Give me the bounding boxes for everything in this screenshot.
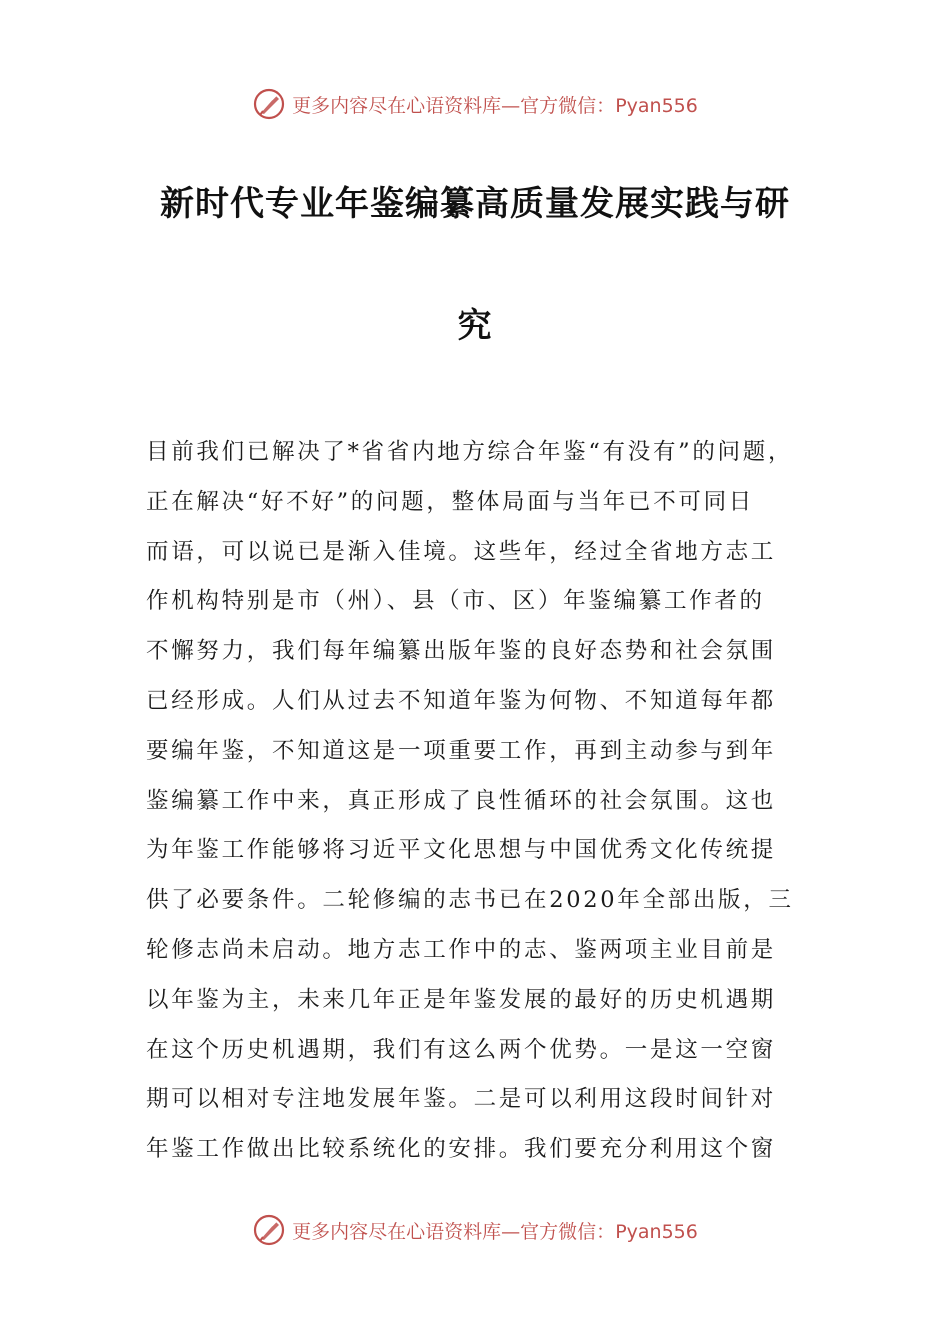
body-line: 在这个历史机遇期，我们有这么两个优势。一是这一空窗 xyxy=(146,1036,777,1063)
watermark-handle: Pyan556 xyxy=(615,1220,698,1243)
quill-logo-icon xyxy=(252,87,286,121)
watermark-contact: 官方微信： xyxy=(520,1220,616,1243)
body-line: 已经形成。人们从过去不知道年鉴为何物、不知道每年都 xyxy=(146,687,777,714)
body-line: 为年鉴工作能够将习近平文化思想与中国优秀文化传统提 xyxy=(146,837,777,864)
watermark-brand: 更多内容尽在心语资料库 xyxy=(292,94,502,117)
body-line: 期可以相对专注地发展年鉴。二是可以利用这段时间针对 xyxy=(146,1086,777,1113)
watermark-contact: 官方微信： xyxy=(520,94,616,117)
body-line: 不懈努力，我们每年编纂出版年鉴的良好态势和社会氛围 xyxy=(146,638,777,665)
watermark-text xyxy=(292,1217,698,1244)
document-title-line-1: 新时代专业年鉴编纂高质量发展实践与研 xyxy=(160,184,790,224)
body-line: 作机构特别是市（州）、县（市、区）年鉴编纂工作者的 xyxy=(146,588,765,615)
watermark-separator: — xyxy=(501,94,521,117)
body-line: 年鉴工作做出比较系统化的安排。我们要充分利用这个窗 xyxy=(146,1136,777,1163)
watermark-separator: — xyxy=(501,1220,521,1243)
body-line: 轮修志尚未启动。地方志工作中的志、鉴两项主业目前是 xyxy=(146,936,777,963)
watermark-text xyxy=(292,91,698,118)
watermark-handle: Pyan556 xyxy=(615,94,698,117)
body-line: 目前我们已解决了*省省内地方综合年鉴“有没有”的问题， xyxy=(146,439,794,465)
document-title-line-2: 究 xyxy=(457,306,493,346)
body-line: 鉴编纂工作中来，真正形成了良性循环的社会氛围。这也 xyxy=(146,787,777,814)
body-line: 而语，可以说已是渐入佳境。这些年，经过全省地方志工 xyxy=(146,538,777,565)
document-body xyxy=(146,428,818,1175)
body-line: 正在解决“好不好”的问题，整体局面与当年已不可同日 xyxy=(146,488,755,515)
header-watermark xyxy=(0,84,950,124)
body-line: 以年鉴为主，未来几年正是年鉴发展的最好的历史机遇期 xyxy=(146,986,777,1013)
watermark-brand: 更多内容尽在心语资料库 xyxy=(292,1220,502,1243)
body-line: 供了必要条件。二轮修编的志书已在2020年全部出版，三 xyxy=(146,887,794,914)
footer-watermark xyxy=(0,1210,950,1250)
quill-logo-icon xyxy=(252,1213,286,1247)
body-line: 要编年鉴，不知道这是一项重要工作，再到主动参与到年 xyxy=(146,737,777,764)
